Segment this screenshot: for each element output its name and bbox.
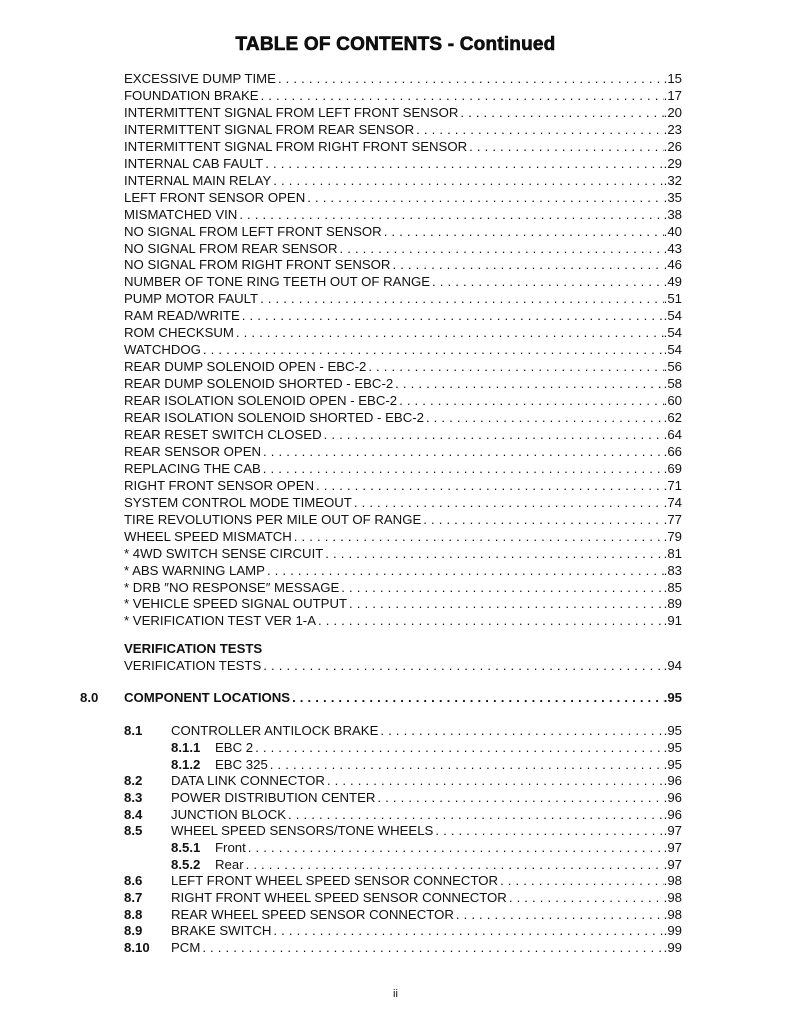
- dot-leader: [305, 190, 663, 206]
- toc-entry[interactable]: [124, 580, 682, 596]
- toc-subentry[interactable]: [124, 923, 682, 939]
- entry-label: NO SIGNAL FROM LEFT FRONT SENSOR: [124, 223, 382, 239]
- toc-entry[interactable]: [124, 461, 682, 477]
- entry-page: .40: [663, 223, 682, 239]
- entry-page: .79: [663, 528, 682, 544]
- entry-label: * VERIFICATION TEST VER 1-A: [124, 613, 316, 629]
- dot-leader: [253, 740, 664, 756]
- entry-page: .74: [663, 494, 682, 510]
- entry-label: SYSTEM CONTROL MODE TIMEOUT: [124, 494, 352, 510]
- entry-page: .20: [663, 104, 682, 120]
- dot-leader: [268, 757, 664, 773]
- dot-leader: [507, 890, 664, 906]
- subentry-label: Rear: [215, 857, 244, 872]
- dot-leader: [314, 478, 664, 494]
- entry-page: .77: [663, 511, 682, 527]
- entry-page: .83: [663, 562, 682, 578]
- subentry-label: Front: [215, 840, 246, 855]
- entry-label: * 4WD SWITCH SENSE CIRCUIT: [124, 545, 324, 561]
- subentry-number: 8.9: [124, 923, 143, 938]
- dot-leader: [261, 658, 663, 674]
- subentry-label: BRAKE SWITCH: [171, 923, 272, 938]
- dot-leader: [292, 529, 664, 545]
- entry-page: .54: [663, 308, 682, 324]
- toc-subentry[interactable]: [124, 907, 682, 923]
- toc-entry[interactable]: [124, 410, 682, 426]
- entry-label: INTERNAL MAIN RELAY: [124, 172, 272, 188]
- subentry-label: POWER DISTRIBUTION CENTER: [171, 790, 376, 805]
- toc-subentry[interactable]: [124, 723, 682, 739]
- toc-section-8-0[interactable]: [80, 690, 682, 706]
- section-number: 8.0: [80, 690, 99, 705]
- entry-label: NO SIGNAL FROM REAR SENSOR: [124, 240, 338, 256]
- toc-entry[interactable]: [124, 376, 682, 392]
- dot-leader: [382, 224, 664, 240]
- dot-leader: [339, 580, 663, 596]
- toc-entry[interactable]: [124, 156, 682, 172]
- dot-leader: [200, 940, 663, 956]
- page-number: ii: [393, 988, 398, 1000]
- toc-entry[interactable]: [124, 308, 682, 324]
- dot-leader: [378, 723, 663, 739]
- entry-page: .81: [663, 545, 682, 561]
- entry-page: .66: [663, 443, 682, 459]
- dot-leader: [316, 613, 664, 629]
- entry-label: WATCHDOG: [124, 342, 201, 358]
- entry-page: .60: [663, 393, 682, 409]
- subentry-number: 8.1: [124, 723, 143, 738]
- dot-leader: [240, 308, 664, 324]
- dot-leader: [271, 923, 663, 939]
- dot-leader: [261, 444, 664, 460]
- dot-leader: [258, 291, 664, 307]
- dot-leader: [290, 690, 664, 706]
- subentry-label: RIGHT FRONT WHEEL SPEED SENSOR CONNECTOR: [171, 890, 507, 905]
- dot-leader: [421, 512, 663, 528]
- subentry-page: .98: [663, 890, 682, 905]
- entry-page: .46: [663, 257, 682, 273]
- toc-subentry[interactable]: [171, 857, 682, 873]
- dot-leader: [430, 274, 664, 290]
- dot-leader: [286, 807, 664, 823]
- toc-entry[interactable]: [124, 241, 682, 257]
- dot-leader: [397, 393, 664, 409]
- toc-entry[interactable]: [124, 139, 682, 155]
- subentry-number: 8.5: [124, 823, 143, 838]
- entry-page: .94: [663, 658, 682, 673]
- toc-entry[interactable]: [124, 427, 682, 443]
- subentry-label: REAR WHEEL SPEED SENSOR CONNECTOR: [171, 907, 454, 922]
- subentry-number: 8.10: [124, 940, 150, 955]
- toc-entry[interactable]: [124, 478, 682, 494]
- subentry-number: 8.8: [124, 907, 143, 922]
- entry-label: REAR ISOLATION SOLENOID SHORTED - EBC-2: [124, 410, 424, 425]
- toc-entry[interactable]: [124, 393, 682, 409]
- dot-leader: [276, 71, 664, 87]
- toc-entry[interactable]: [124, 190, 682, 206]
- subentry-page: .98: [663, 873, 682, 888]
- toc-entry[interactable]: [124, 71, 682, 87]
- entry-label: NO SIGNAL FROM RIGHT FRONT SENSOR: [124, 257, 391, 273]
- dot-leader: [424, 410, 664, 426]
- dot-leader: [414, 122, 664, 138]
- section-label: COMPONENT LOCATIONS: [124, 690, 291, 705]
- toc-entry[interactable]: [124, 546, 682, 562]
- entry-page: .69: [663, 460, 682, 476]
- dot-leader: [322, 427, 664, 443]
- subentry-page: .95: [663, 740, 682, 755]
- dot-leader: [246, 840, 664, 856]
- toc-subentry[interactable]: [124, 807, 682, 823]
- toc-subentry[interactable]: [124, 790, 682, 806]
- subentry-page: .96: [663, 807, 682, 822]
- subentry-number: 8.2: [124, 773, 143, 788]
- subentry-page: .97: [663, 857, 682, 872]
- subentry-number: 8.1.1: [171, 740, 201, 755]
- entry-label: REAR DUMP SOLENOID OPEN - EBC-2: [124, 359, 367, 375]
- dot-leader: [347, 596, 664, 612]
- entry-page: .56: [663, 359, 682, 375]
- entry-page: .62: [663, 410, 682, 425]
- dot-leader: [366, 359, 663, 375]
- entry-label: PUMP MOTOR FAULT: [124, 291, 259, 307]
- toc-subentry[interactable]: [124, 873, 682, 889]
- toc-entry[interactable]: [124, 88, 682, 104]
- entry-label: MISMATCHED VIN: [124, 206, 238, 222]
- entry-label: TIRE REVOLUTIONS PER MILE OUT OF RANGE: [124, 511, 422, 527]
- entry-label: REAR RESET SWITCH CLOSED: [124, 426, 322, 442]
- entry-page: .43: [663, 240, 682, 256]
- entry-page: .54: [663, 342, 682, 358]
- subentry-label: CONTROLLER ANTILOCK BRAKE: [171, 723, 379, 738]
- section-page: .95: [663, 690, 682, 705]
- entry-label: WHEEL SPEED MISMATCH: [124, 528, 292, 544]
- entry-page: .64: [663, 426, 682, 442]
- entry-page: .58: [663, 376, 682, 392]
- entry-page: .49: [663, 274, 682, 290]
- subentry-page: .97: [663, 823, 682, 838]
- entry-label: FOUNDATION BRAKE: [124, 87, 259, 103]
- toc-entry[interactable]: [124, 359, 682, 375]
- entry-label: REAR SENSOR OPEN: [124, 443, 262, 459]
- dot-leader: [234, 325, 664, 341]
- subentry-label: LEFT FRONT WHEEL SPEED SENSOR CONNECTOR: [171, 873, 499, 888]
- entry-label: INTERNAL CAB FAULT: [124, 155, 264, 171]
- subentry-page: .96: [663, 790, 682, 805]
- entry-page: .35: [663, 189, 682, 205]
- entry-page: .91: [663, 613, 682, 629]
- subentry-label: EBC 2: [215, 740, 254, 755]
- toc-subentry[interactable]: [124, 773, 682, 789]
- entry-label: INTERMITTENT SIGNAL FROM REAR SENSOR: [124, 121, 415, 137]
- subentry-label: JUNCTION BLOCK: [171, 807, 287, 822]
- toc-entry[interactable]: [124, 342, 682, 358]
- toc-entry[interactable]: [124, 224, 682, 240]
- dot-leader: [265, 563, 664, 579]
- subentry-page: .99: [663, 940, 682, 955]
- subentry-number: 8.1.2: [171, 757, 201, 772]
- toc-subentry[interactable]: [124, 890, 682, 906]
- entry-label: RAM READ/WRITE: [124, 308, 240, 324]
- entry-page: .51: [663, 291, 682, 307]
- subentry-page: .95: [663, 723, 682, 738]
- subentry-label: EBC 325: [215, 757, 268, 772]
- toc-subentry[interactable]: [124, 940, 682, 956]
- dot-leader: [393, 376, 663, 392]
- subentry-label: WHEEL SPEED SENSORS/TONE WHEELS: [171, 823, 434, 838]
- entry-page: .17: [663, 87, 682, 103]
- dot-leader: [237, 207, 663, 223]
- dot-leader: [261, 461, 664, 477]
- toc-subentry[interactable]: [171, 840, 682, 856]
- entry-page: .85: [663, 579, 682, 595]
- subentry-number: 8.5.1: [171, 840, 201, 855]
- subentry-label: DATA LINK CONNECTOR: [171, 773, 325, 788]
- dot-leader: [390, 257, 663, 273]
- entry-page: .54: [663, 325, 682, 341]
- subentry-page: .96: [663, 773, 682, 788]
- verification-heading: VERIFICATION TESTS: [124, 641, 263, 656]
- entry-label: * DRB ″NO RESPONSE″ MESSAGE: [124, 579, 340, 595]
- toc-entry[interactable]: [124, 529, 682, 545]
- dot-leader: [244, 857, 664, 873]
- dot-leader: [337, 241, 663, 257]
- entry-label: NUMBER OF TONE RING TEETH OUT OF RANGE: [124, 274, 431, 290]
- entry-page: .89: [663, 596, 682, 612]
- subentry-page: .98: [663, 907, 682, 922]
- toc-subentry[interactable]: [171, 757, 682, 773]
- dot-leader: [201, 342, 664, 358]
- toc-entry[interactable]: [124, 444, 682, 460]
- toc-entry-verification-tests[interactable]: [124, 658, 682, 674]
- entry-page: .23: [663, 121, 682, 137]
- dot-leader: [498, 873, 664, 889]
- toc-entry[interactable]: [124, 596, 682, 612]
- entry-label: REPLACING THE CAB: [124, 460, 261, 476]
- entry-page: .26: [663, 138, 682, 154]
- entry-label: * VEHICLE SPEED SIGNAL OUTPUT: [124, 596, 348, 612]
- subentry-number: 8.6: [124, 873, 143, 888]
- entry-page: .32: [663, 172, 682, 188]
- entry-label: REAR ISOLATION SOLENOID OPEN - EBC-2: [124, 393, 398, 409]
- entry-label: INTERMITTENT SIGNAL FROM RIGHT FRONT SENSOR: [124, 138, 468, 154]
- entry-page: .71: [663, 477, 682, 493]
- subentry-number: 8.3: [124, 790, 143, 805]
- toc-entry[interactable]: [124, 613, 682, 629]
- entry-label: VERIFICATION TESTS: [124, 658, 262, 673]
- entry-page: .15: [663, 71, 682, 86]
- toc-entry[interactable]: [124, 257, 682, 273]
- toc-entry[interactable]: [124, 274, 682, 290]
- subentry-number: 8.4: [124, 807, 143, 822]
- entry-label: LEFT FRONT SENSOR OPEN: [124, 189, 306, 205]
- dot-leader: [458, 105, 663, 121]
- toc-entry[interactable]: [124, 563, 682, 579]
- dot-leader: [259, 88, 664, 104]
- entry-page: .29: [663, 155, 682, 171]
- toc-subentry[interactable]: [124, 823, 682, 839]
- dot-leader: [454, 907, 664, 923]
- dot-leader: [263, 156, 663, 172]
- toc-subentry[interactable]: [171, 740, 682, 756]
- subentry-number: 8.7: [124, 890, 143, 905]
- entry-label: * ABS WARNING LAMP: [124, 562, 265, 578]
- entry-page: .38: [663, 206, 682, 222]
- page-title: TABLE OF CONTENTS - Continued: [235, 34, 556, 55]
- toc-entry[interactable]: [124, 122, 682, 138]
- dot-leader: [467, 139, 664, 155]
- toc-entry[interactable]: [124, 291, 682, 307]
- entry-label: EXCESSIVE DUMP TIME: [124, 71, 276, 86]
- subentry-number: 8.5.2: [171, 857, 201, 872]
- subentry-page: .99: [663, 923, 682, 938]
- dot-leader: [433, 823, 663, 839]
- dot-leader: [323, 546, 663, 562]
- toc-entry[interactable]: [124, 495, 682, 511]
- entry-label: RIGHT FRONT SENSOR OPEN: [124, 477, 315, 493]
- entry-label: REAR DUMP SOLENOID SHORTED - EBC-2: [124, 376, 394, 392]
- entry-label: ROM CHECKSUM: [124, 325, 234, 341]
- toc-entry[interactable]: [124, 105, 682, 121]
- dot-leader: [375, 790, 663, 806]
- dot-leader: [352, 495, 664, 511]
- subentry-page: .97: [663, 840, 682, 855]
- subentry-page: .95: [663, 757, 682, 772]
- toc-entry[interactable]: [124, 173, 682, 189]
- toc-entry[interactable]: [124, 207, 682, 223]
- toc-entry[interactable]: [124, 512, 682, 528]
- toc-entry[interactable]: [124, 325, 682, 341]
- dot-leader: [271, 173, 663, 189]
- subentry-label: PCM: [171, 940, 201, 955]
- dot-leader: [325, 773, 664, 789]
- entry-label: INTERMITTENT SIGNAL FROM LEFT FRONT SENSOR: [124, 104, 459, 120]
